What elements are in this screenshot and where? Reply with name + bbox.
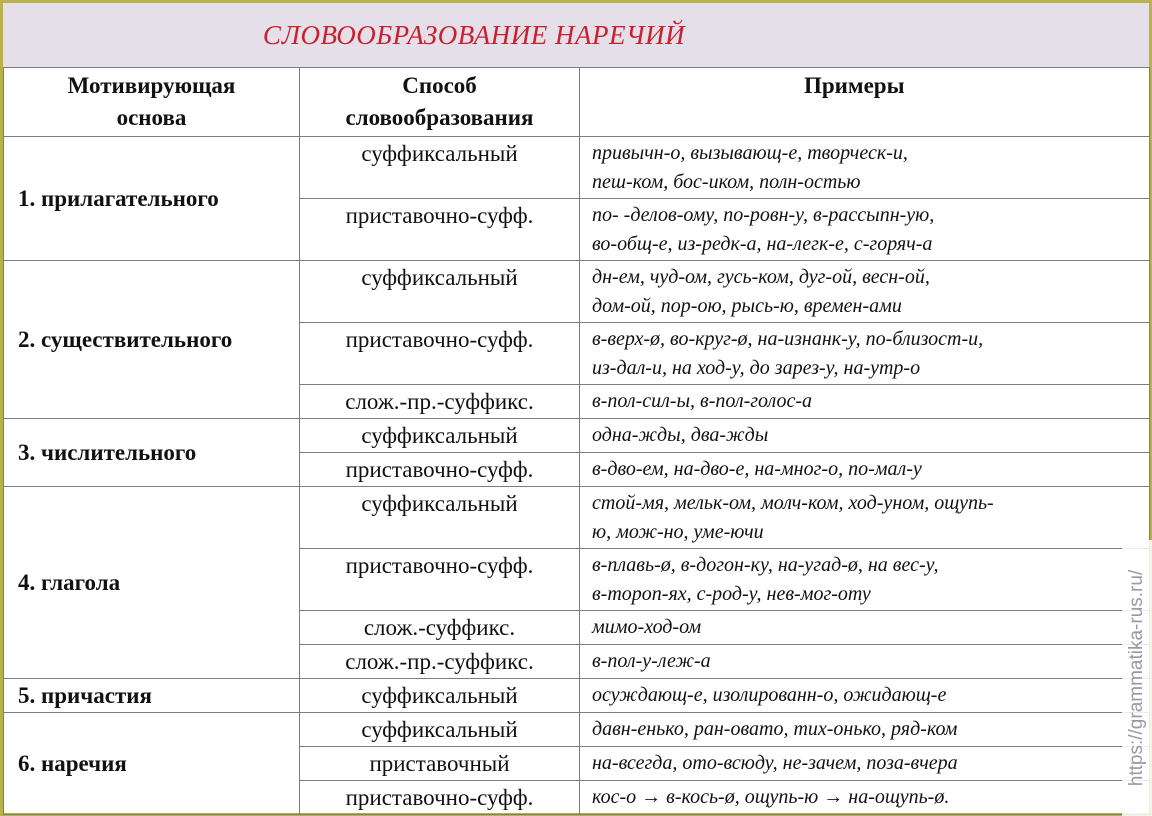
example-line: в-пол-сил-ы, в-пол-голос-а — [592, 390, 813, 412]
formation-method-cell: приставочно-суфф. — [300, 781, 580, 815]
examples-cell — [580, 747, 1150, 781]
example-line: на-всегда, ото-всюду, не-зачем, поза-вчера — [592, 752, 958, 774]
example-line: кос-о → в-кось-ø, ощупь-ю → на-ощупь-ø. — [592, 786, 950, 808]
formation-method-cell: слож.-пр.-суффикс. — [300, 645, 580, 679]
example-line: дн-ем, чуд-ом, гусь-ком, дуг-ой, весн-ой, — [592, 266, 930, 288]
examples-cell — [580, 713, 1150, 747]
example-line: по- -делов-ому, по-ровн-у, в-рассыпн-ую, — [592, 204, 935, 226]
examples-cell — [580, 199, 1150, 261]
example-line: из-дал-и, на ход-у, до зарез-у, на-утр-о — [592, 357, 921, 379]
examples-cell — [580, 679, 1150, 713]
formation-method-cell: суффиксальный — [300, 679, 580, 713]
motivating-base-cell: 4. глагола — [4, 487, 300, 679]
header-method — [300, 68, 580, 137]
formation-method-cell: приставочно-суфф. — [300, 323, 580, 385]
table-row — [4, 137, 1150, 199]
example-line: давн-енько, ран-овато, тих-онько, ряд-ком — [592, 718, 958, 740]
formation-method-cell: слож.-суффикс. — [300, 611, 580, 645]
motivating-base-cell: 2. существительного — [4, 261, 300, 419]
formation-method-cell: приставочно-суфф. — [300, 549, 580, 611]
header-base-line: Мотивирующая — [67, 73, 236, 98]
motivating-base-cell: 5. причастия — [4, 679, 300, 713]
example-line: мимо-ход-ом — [592, 616, 702, 638]
example-line: стой-мя, мельк-ом, молч-ком, ход-уном, ощупь- — [592, 492, 994, 514]
examples-cell — [580, 781, 1150, 815]
page-title: СЛОВООБРАЗОВАНИЕ НАРЕЧИЙ — [262, 19, 686, 50]
example-line: в-плавь-ø, в-догон-ку, на-угад-ø, на вес-у, — [592, 554, 939, 576]
formation-method-cell: суффиксальный — [300, 137, 580, 199]
example-line: в-тороп-ях, с-род-у, нев-мог-оту — [592, 583, 871, 605]
example-line: пеш-ком, бос-иком, полн-остью — [592, 171, 861, 193]
title-bar — [3, 3, 1149, 68]
example-line: в-верх-ø, во-круг-ø, на-изнанк-у, по-близост-и, — [592, 328, 984, 350]
examples-cell — [580, 453, 1150, 487]
examples-cell — [580, 385, 1150, 419]
header-base — [4, 68, 300, 137]
formation-method-cell: приставочно-суфф. — [300, 453, 580, 487]
table-row — [4, 679, 1150, 713]
formation-method-cell: суффиксальный — [300, 419, 580, 453]
formation-method-cell: суффиксальный — [300, 261, 580, 323]
example-line: привычн-о, вызывающ-е, творческ-и, — [592, 142, 908, 164]
formation-method-cell: приставочный — [300, 747, 580, 781]
motivating-base-cell: 1. прилагательного — [4, 137, 300, 261]
example-line: в-дво-ем, на-дво-е, на-мног-о, по-мал-у — [592, 458, 922, 480]
examples-cell — [580, 261, 1150, 323]
table-row — [4, 261, 1150, 323]
watermark — [1122, 540, 1152, 816]
table-body — [4, 137, 1150, 815]
watermark-text: https://grammatika-rus.ru/ — [1126, 569, 1148, 787]
examples-cell — [580, 487, 1150, 549]
formation-method-cell: суффиксальный — [300, 487, 580, 549]
example-line: одна-жды, два-жды — [592, 424, 769, 446]
header-method-line: словообразования — [345, 105, 534, 130]
examples-cell — [580, 611, 1150, 645]
examples-cell — [580, 323, 1150, 385]
header-examples: Примеры — [580, 68, 1150, 137]
motivating-base-cell: 3. числительного — [4, 419, 300, 487]
example-line: в-пол-у-леж-а — [592, 650, 711, 672]
table-row — [4, 419, 1150, 453]
example-line: во-общ-е, из-редк-а, на-легк-е, с-горяч-а — [592, 233, 933, 255]
example-line: дом-ой, пор-ою, рысь-ю, времен-ами — [592, 295, 902, 317]
examples-cell — [580, 645, 1150, 679]
formation-method-cell: приставочно-суфф. — [300, 199, 580, 261]
table-row — [4, 487, 1150, 549]
header-row — [4, 68, 1150, 137]
header-method-line: Способ — [402, 73, 477, 98]
examples-cell — [580, 549, 1150, 611]
formation-method-cell: суффиксальный — [300, 713, 580, 747]
formation-method-cell: слож.-пр.-суффикс. — [300, 385, 580, 419]
adverb-formation-table — [3, 67, 1150, 815]
examples-cell — [580, 137, 1150, 199]
example-line: осуждающ-е, изолированн-о, ожидающ-е — [592, 684, 947, 706]
table-row — [4, 713, 1150, 747]
example-line: ю, мож-но, уме-ючи — [592, 521, 764, 543]
motivating-base-cell: 6. наречия — [4, 713, 300, 815]
header-base-line: основа — [116, 105, 187, 130]
examples-cell — [580, 419, 1150, 453]
